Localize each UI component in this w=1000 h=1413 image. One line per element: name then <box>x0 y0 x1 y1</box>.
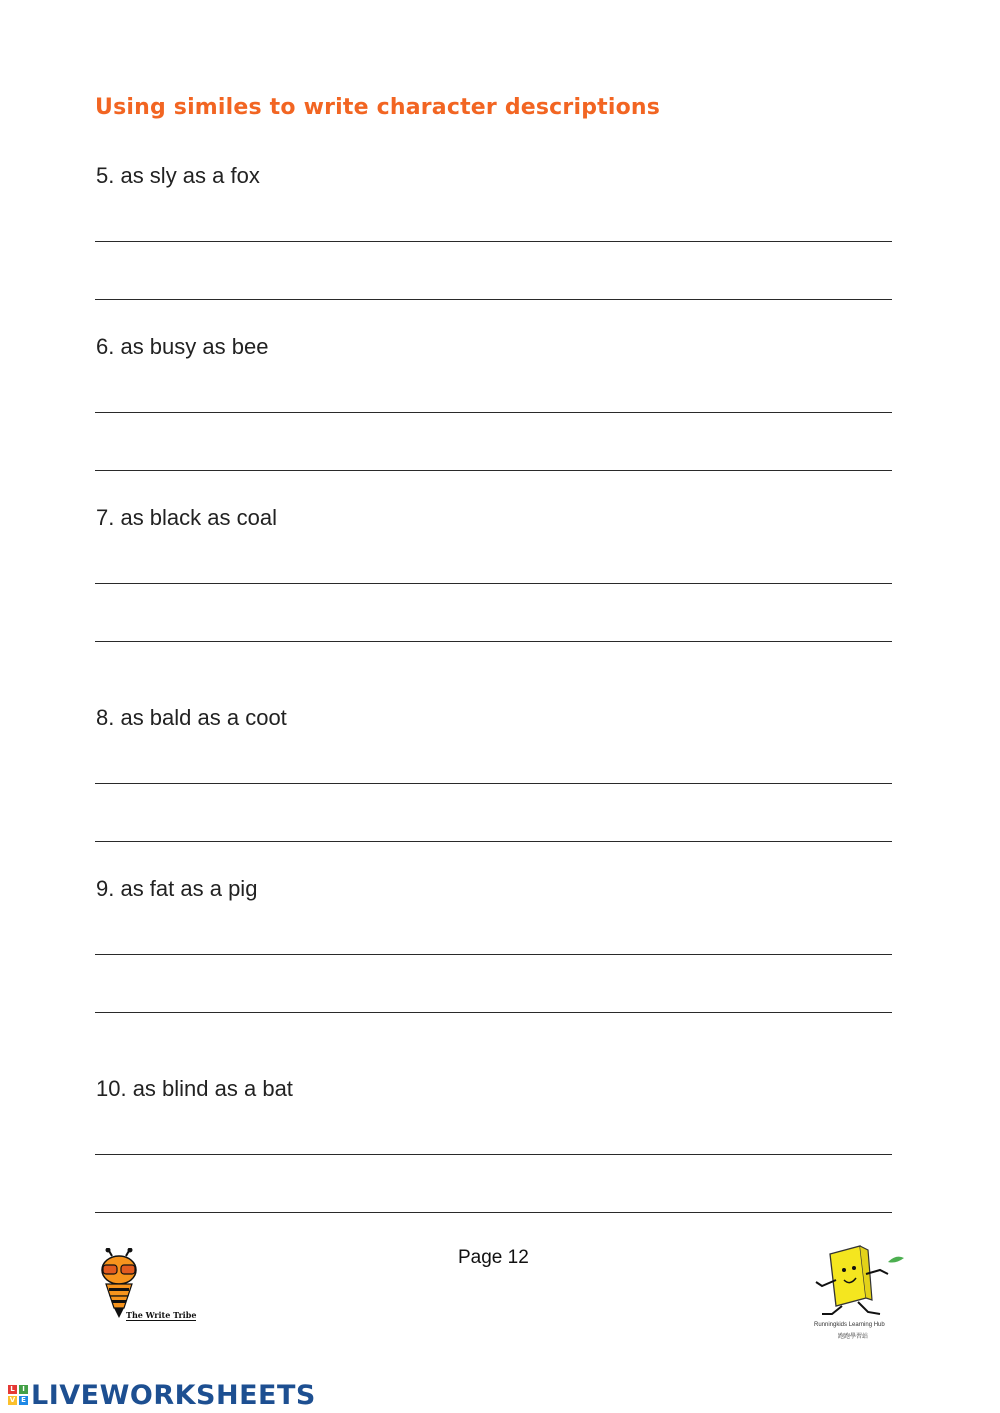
grid-letter: L <box>8 1385 17 1394</box>
question-7: 7. as black as coal <box>96 505 277 530</box>
answer-line[interactable] <box>95 954 892 955</box>
runningkids-caption: Runningkids Learning Hub <box>814 1322 885 1328</box>
answer-line[interactable] <box>95 783 892 784</box>
grid-letter: E <box>19 1396 28 1405</box>
liveworksheets-brand[interactable] <box>8 1378 316 1412</box>
question-8: 8. as bald as a coot <box>96 705 287 730</box>
answer-line[interactable] <box>95 299 892 300</box>
answer-line[interactable] <box>95 1154 892 1155</box>
running-book-mascot-icon <box>808 1240 908 1322</box>
question-10: 10. as blind as a bat <box>96 1076 293 1101</box>
answer-line[interactable] <box>95 841 892 842</box>
answer-line[interactable] <box>95 412 892 413</box>
answer-line[interactable] <box>95 583 892 584</box>
liveworksheets-wordmark: LIVEWORKSHEETS <box>31 1379 316 1411</box>
question-9: 9. as fat as a pig <box>96 876 258 901</box>
answer-line[interactable] <box>95 470 892 471</box>
page-number: Page 12 <box>458 1247 529 1268</box>
runningkids-logo <box>808 1240 908 1345</box>
runningkids-caption-chinese: 跑跑學習站 <box>838 1334 869 1340</box>
answer-line[interactable] <box>95 1012 892 1013</box>
grid-letter: I <box>19 1385 28 1394</box>
write-tribe-name: The Write Tribe <box>126 1310 197 1320</box>
liveworksheets-grid-icon <box>8 1385 28 1405</box>
grid-letter: V <box>9 1396 16 1404</box>
answer-line[interactable] <box>95 1212 892 1213</box>
question-6: 6. as busy as bee <box>96 334 269 359</box>
worksheet-title: Using similes to write character descriptions <box>95 95 661 120</box>
write-tribe-logo <box>96 1248 208 1328</box>
question-5: 5. as sly as a fox <box>96 163 260 188</box>
answer-line[interactable] <box>95 641 892 642</box>
answer-line[interactable] <box>95 241 892 242</box>
